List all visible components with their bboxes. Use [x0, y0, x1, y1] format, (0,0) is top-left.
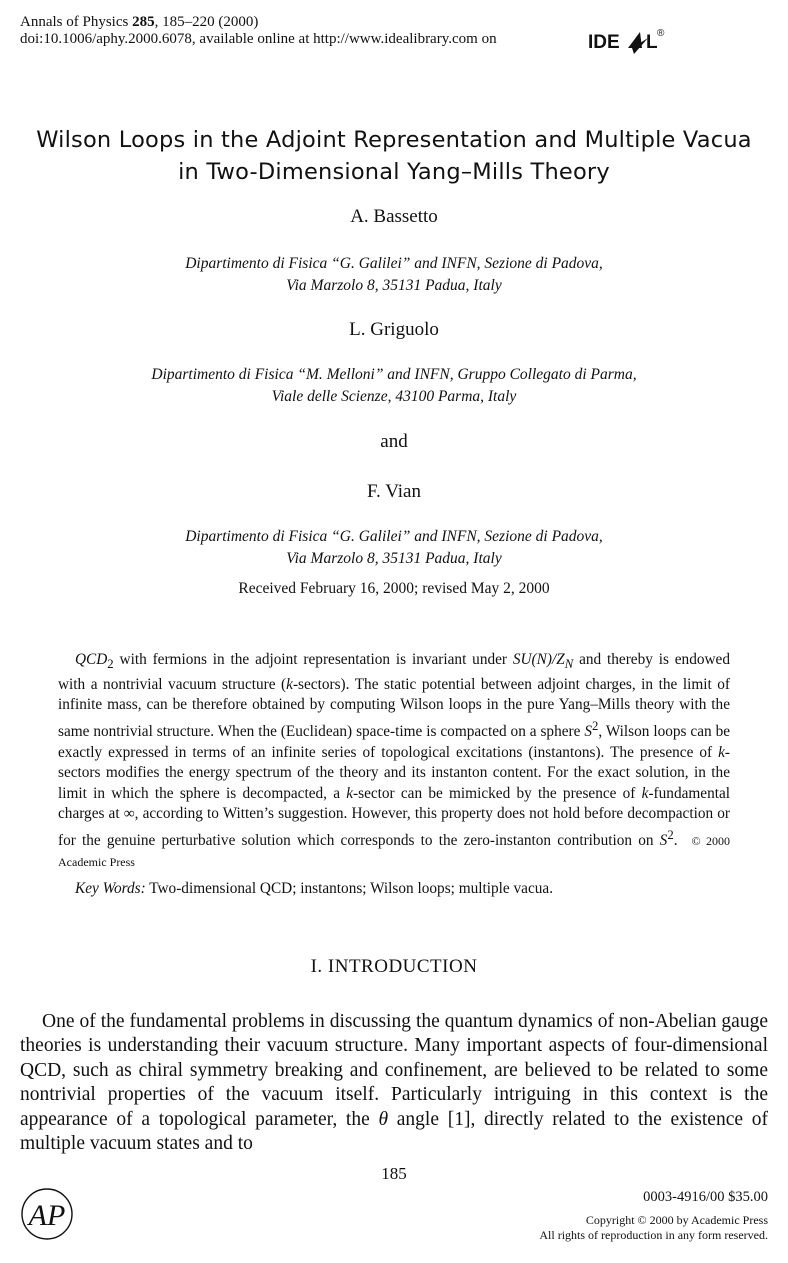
author-affiliation — [0, 526, 788, 570]
abstract-copyright: © 2000 Academic Press — [58, 833, 730, 869]
abstract-text: and thereby is endowed with a nontrivial vacuum structure ( — [58, 651, 730, 693]
and-separator: and — [380, 431, 408, 452]
abstract-text: -sectors). The static potential between adjoint charges, in the limit of infinite mass, can be therefore obtained by computing Wilson loops in the pure Yang–Mills theory with the same nontrivial structure. When the (Euclidean) space-time is compacted on a sphere — [58, 675, 730, 740]
academic-press-logo — [20, 1187, 74, 1241]
abs-qcd: QCD — [75, 651, 108, 668]
abs-k: k — [641, 784, 649, 802]
affiliation-line: Dipartimento di Fisica “M. Melloni” and INFN, Gruppo Collegato di Parma, — [151, 366, 637, 383]
abstract-text: with fermions in the adjoint representation is invariant under — [113, 651, 513, 668]
body-paragraph — [20, 1010, 768, 1156]
ideal-logo-mark — [588, 28, 665, 54]
affiliation-address: Via Marzolo 8, 35131 Padua, Italy — [286, 550, 502, 567]
author-affiliation — [0, 364, 788, 408]
abs-group: SU(N)/Z — [512, 651, 565, 668]
abstract-text: -fundamental charges at ∞, according to Witten’s suggestion. However, this property does not hold before decompaction or for the genuine perturbative solution which corresponds to the zero-instanton contribution on — [58, 784, 731, 849]
author-name: L. Griguolo — [349, 319, 439, 340]
author-affiliation — [0, 253, 788, 297]
theta-symbol: θ — [378, 1108, 389, 1130]
abs-k: k — [346, 784, 354, 802]
svg-text:L: L — [646, 32, 658, 53]
abs-k: k — [286, 675, 293, 693]
abs-sphere: S — [584, 722, 592, 740]
pages-year: , 185–220 (2000) — [154, 14, 259, 30]
received-dates: Received February 16, 2000; revised May 2, 2000 — [238, 580, 550, 597]
affiliation-line: Dipartimento di Fisica “G. Galilei” and INFN, Sezione di Padova, — [185, 255, 603, 272]
copyright-notice — [539, 1213, 768, 1243]
abs-group-sub: N — [564, 657, 574, 672]
affiliation-line: Dipartimento di Fisica “G. Galilei” and INFN, Sezione di Padova, — [185, 528, 603, 545]
abs-qcd-sub: 2 — [107, 657, 114, 672]
keywords — [75, 880, 553, 898]
abs-sphere-sup: 2 — [667, 827, 674, 842]
doi-line[interactable]: doi:10.1006/aphy.2000.6078, available online at http://www.idealibrary.com on — [20, 31, 497, 47]
svg-text:®: ® — [657, 28, 665, 39]
section-heading: I. INTRODUCTION — [310, 956, 478, 977]
volume: 285 — [132, 14, 155, 30]
author-name: F. Vian — [367, 481, 421, 502]
issn-price: 0003-4916/00 $35.00 — [643, 1189, 768, 1205]
title-line-2: in Two-Dimensional Yang–Mills Theory — [178, 159, 610, 185]
abstract-text: , Wilson loops can be exactly expressed in terms of an infinite series of topological excitations (instantons). The presence of — [58, 722, 731, 761]
publisher-logo-text: AP — [28, 1199, 66, 1232]
affiliation-address: Viale delle Scienze, 43100 Parma, Italy — [271, 388, 517, 405]
journal-header — [20, 14, 497, 48]
svg-text:IDE: IDE — [588, 32, 620, 53]
page-number: 185 — [381, 1164, 407, 1183]
keywords-label: Key Words: — [75, 880, 146, 897]
paper-title — [0, 124, 788, 188]
abs-k: k — [718, 743, 725, 761]
body-text: One of the fundamental problems in discussing the quantum dynamics of non-Abelian gauge theories is understanding their vacuum structure. Many important aspects of four-dimensional QCD, such as chiral symmetry breaking and confinement, are believed to be related to some nontrivial properties of the vacuum itself. Particularly intriguing in this context is the appearance of a topological parameter, the — [20, 1011, 768, 1130]
ideal-logo — [588, 24, 678, 60]
citation-line — [20, 14, 497, 31]
keywords-text: Two-dimensional QCD; instantons; Wilson loops; multiple vacua. — [145, 880, 554, 897]
abstract — [58, 650, 730, 872]
author-name: A. Bassetto — [350, 206, 438, 227]
copyright-line: Copyright © 2000 by Academic Press — [585, 1213, 768, 1227]
abstract-text: . — [673, 831, 678, 849]
abstract-text: -sectors modifies the energy spectrum of the theory and its instanton content. For the exact solution, in the limit in which the sphere is decompacted, a — [58, 743, 730, 802]
journal-name: Annals of Physics — [20, 14, 129, 30]
rights-line: All rights of reproduction in any form reserved. — [539, 1228, 768, 1242]
abs-sphere: S — [659, 831, 668, 849]
abs-sphere-sup: 2 — [592, 718, 599, 733]
abstract-text: -sector can be mimicked by the presence of — [353, 784, 642, 802]
affiliation-address: Via Marzolo 8, 35131 Padua, Italy — [286, 277, 502, 294]
title-line-1: Wilson Loops in the Adjoint Representation and Multiple Vacua — [36, 127, 752, 153]
body-text: angle [1], directly related to the existence of multiple vacuum states and to — [20, 1108, 768, 1155]
